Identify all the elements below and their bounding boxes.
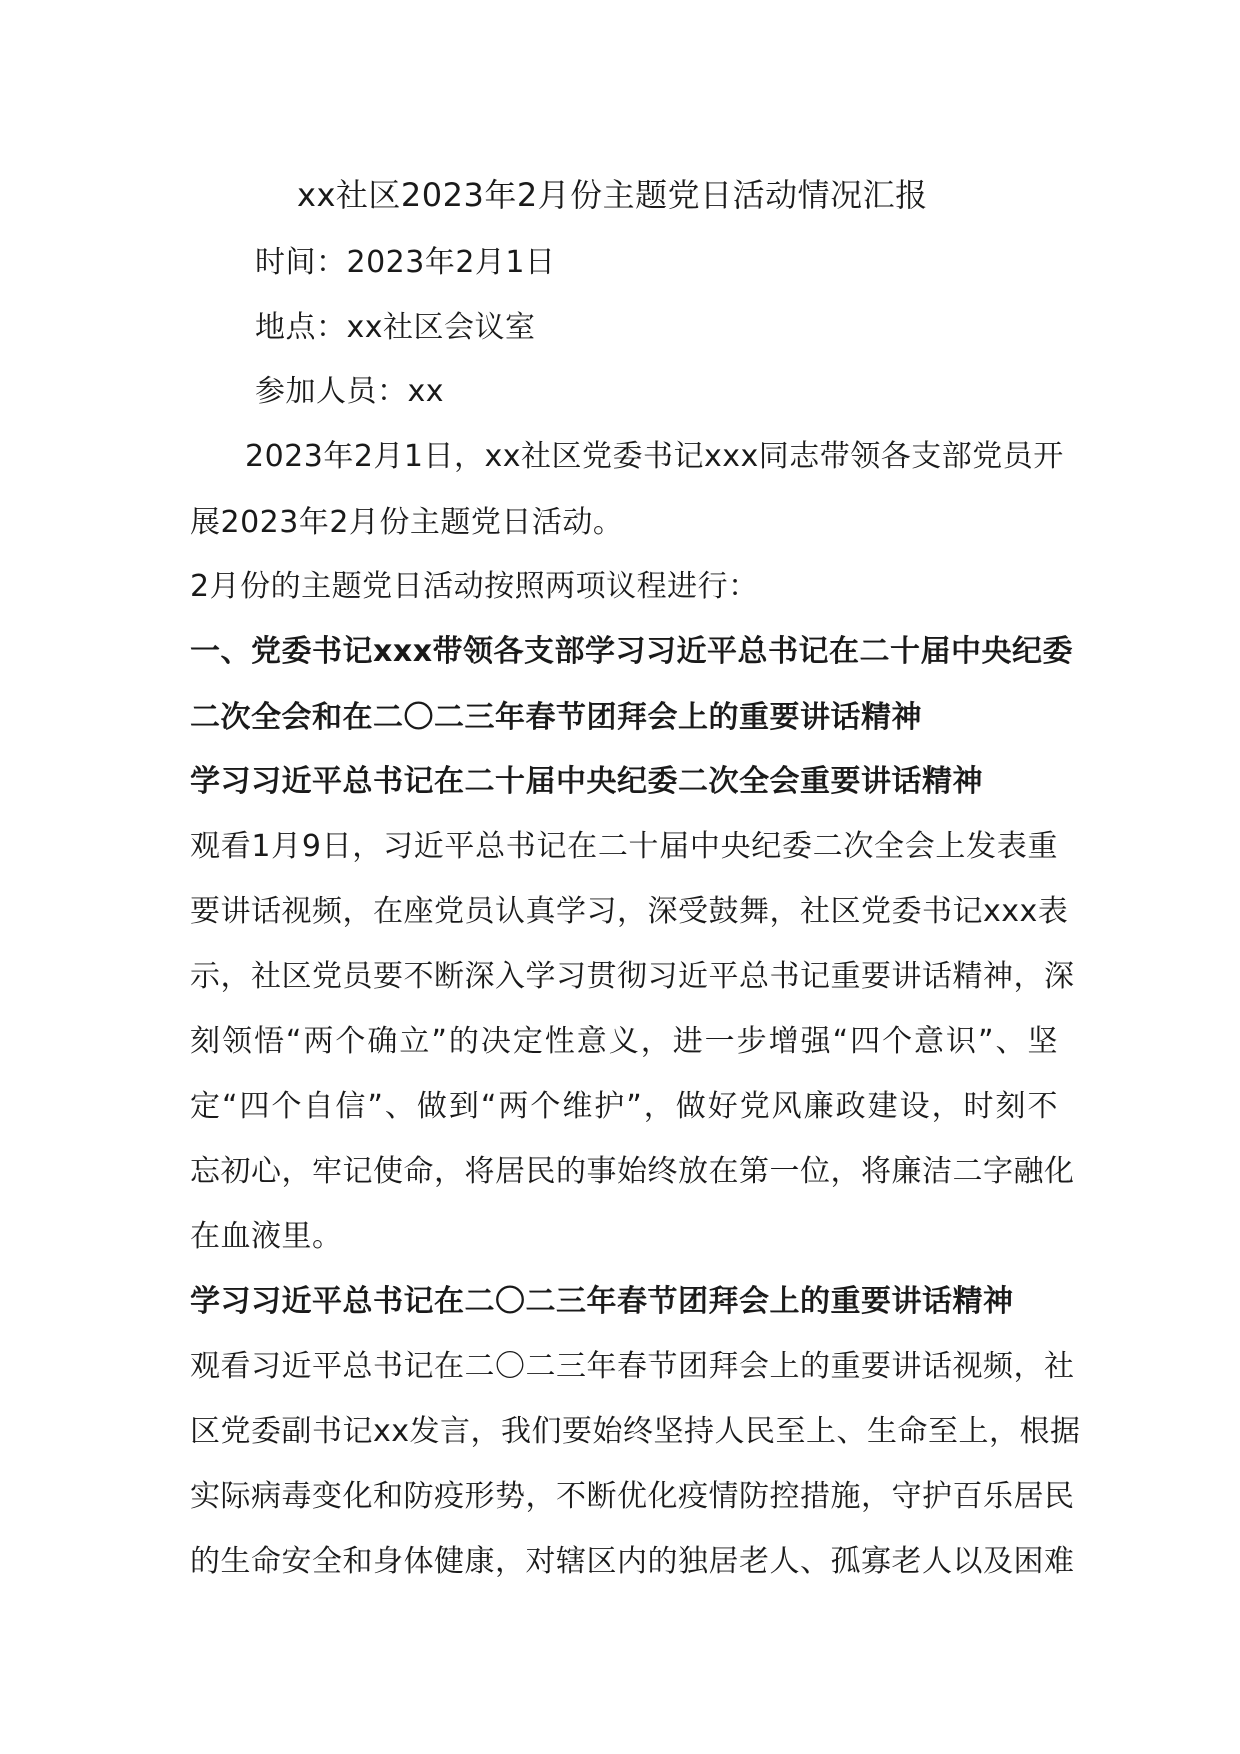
subsection-heading: 学习习近平总书记在二〇二三年春节团拜会上的重要讲话精神 — [190, 1284, 1014, 1319]
meta-place: 地点：xx社区会议室 — [255, 310, 536, 345]
meta-participants: 参加人员：xx — [255, 374, 445, 409]
document-title: xx社区2023年2月份主题党日活动情况汇报 — [297, 176, 928, 214]
body-line: 示，社区党员要不断深入学习贯彻习近平总书记重要讲话精神，深 — [190, 959, 1075, 994]
section-heading-line: 二次全会和在二〇二三年春节团拜会上的重要讲话精神 — [190, 700, 922, 735]
body-line: 在血液里。 — [190, 1219, 343, 1254]
body-line: 实际病毒变化和防疫形势，不断优化疫情防控措施，守护百乐居民 — [190, 1479, 1075, 1514]
section-heading-line: 一、党委书记xxx带领各支部学习习近平总书记在二十届中央纪委 — [190, 634, 1074, 669]
body-line: 要讲话视频，在座党员认真学习，深受鼓舞，社区党委书记xxx表 — [190, 894, 1069, 929]
body-line: 观看1月9日，习近平总书记在二十届中央纪委二次全会上发表重 — [190, 829, 1058, 864]
agenda-intro: 2月份的主题党日活动按照两项议程进行： — [190, 569, 759, 604]
meta-time: 时间：2023年2月1日 — [255, 245, 556, 280]
body-line: 观看习近平总书记在二〇二三年春节团拜会上的重要讲话视频，社 — [190, 1349, 1075, 1384]
intro-line: 2023年2月1日，xx社区党委书记xxx同志带领各支部党员开 — [245, 439, 1064, 474]
body-line: 忘初心，牢记使命，将居民的事始终放在第一位，将廉洁二字融化 — [190, 1154, 1075, 1189]
body-line: 定“四个自信”、做到“两个维护”，做好党风廉政建设，时刻不 — [190, 1089, 1058, 1124]
body-line: 的生命安全和身体健康，对辖区内的独居老人、孤寡老人以及困难 — [190, 1544, 1075, 1579]
subsection-heading: 学习习近平总书记在二十届中央纪委二次全会重要讲话精神 — [190, 764, 983, 799]
body-line: 刻领悟“两个确立”的决定性意义，进一步增强“四个意识”、坚 — [190, 1024, 1058, 1059]
intro-line: 展2023年2月份主题党日活动。 — [190, 505, 624, 540]
body-line: 区党委副书记xx发言，我们要始终坚持人民至上、生命至上，根据 — [190, 1414, 1081, 1449]
